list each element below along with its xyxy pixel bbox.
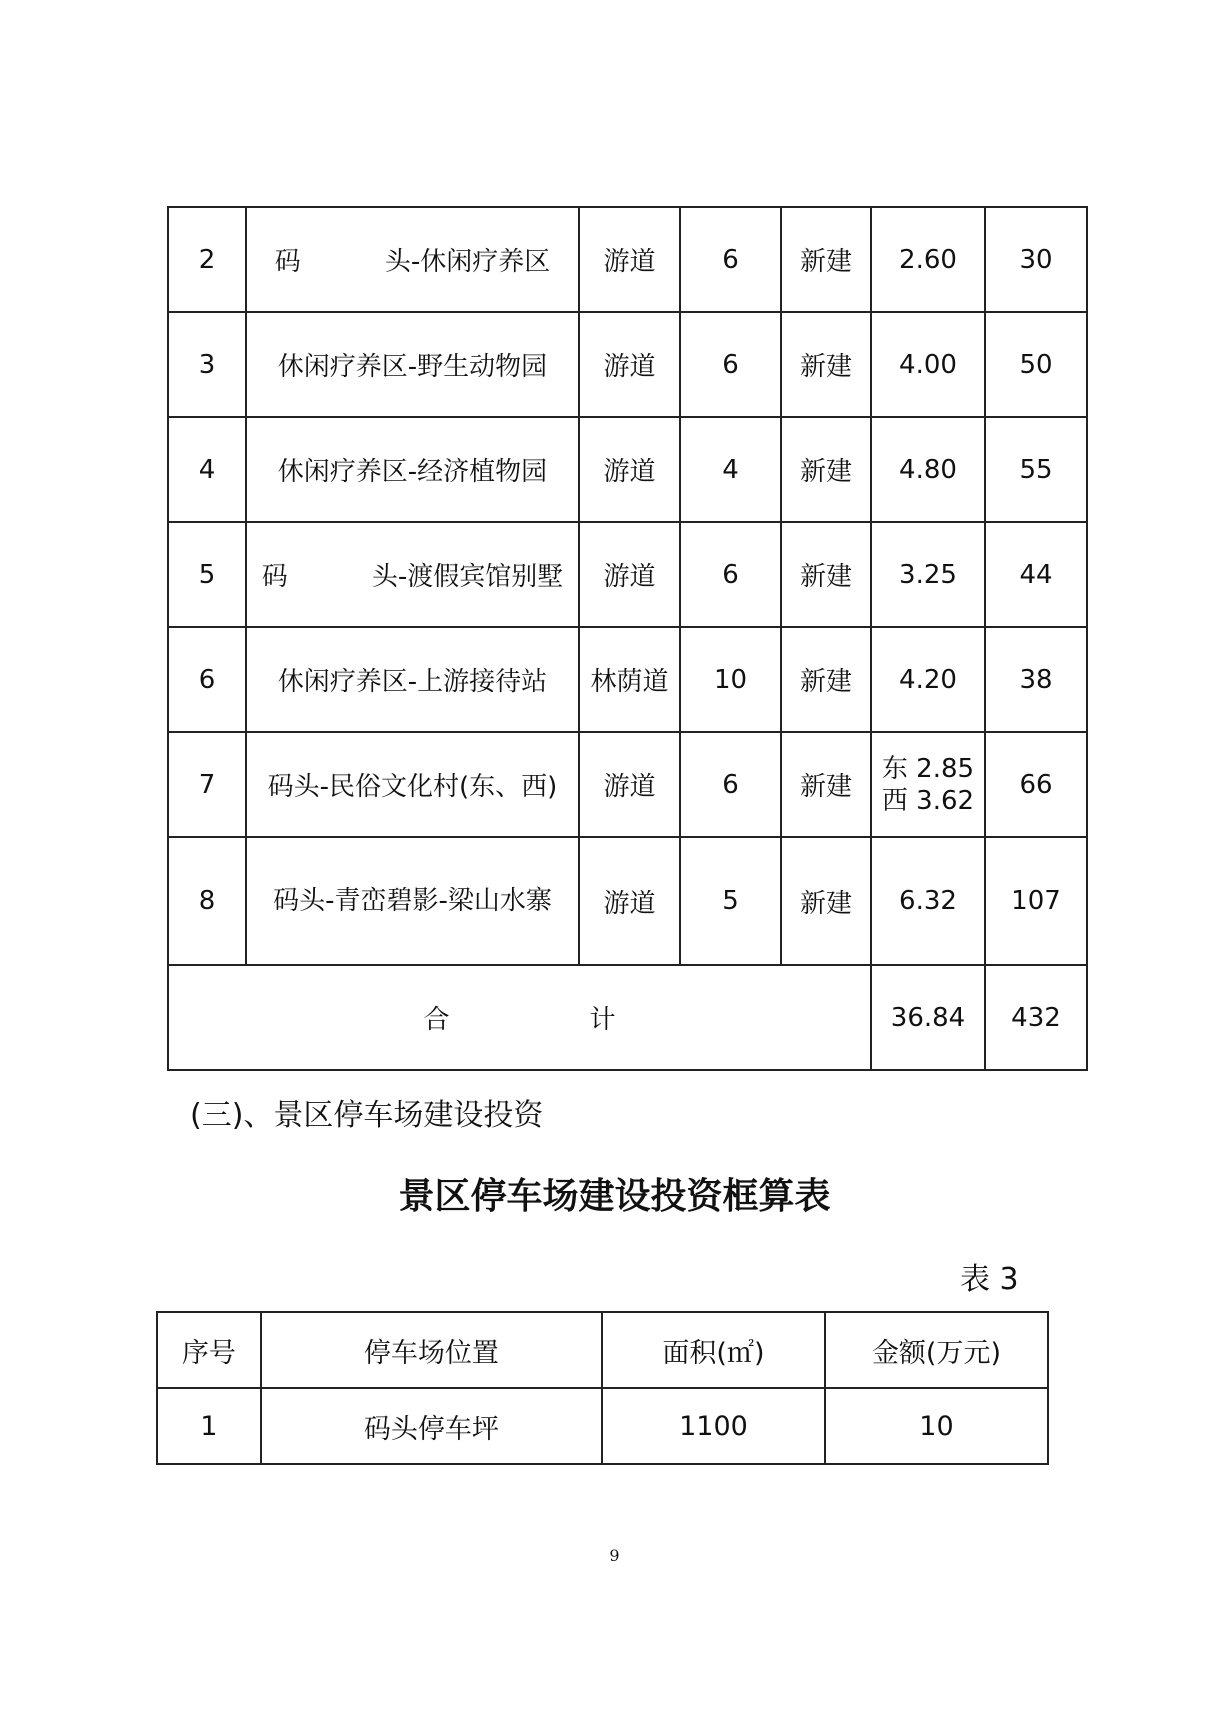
road-length bbox=[871, 732, 985, 837]
road-type: 林荫道 bbox=[579, 627, 680, 732]
total-label-part: 合 bbox=[423, 1005, 450, 1035]
amount: 44 bbox=[985, 522, 1087, 627]
row-number: 6 bbox=[168, 627, 246, 732]
total-label bbox=[168, 965, 871, 1070]
section-heading: (三)、景区停车场建设投资 bbox=[190, 1098, 544, 1133]
road-type: 游道 bbox=[579, 837, 680, 965]
route-name-part: 头-休闲疗养区 bbox=[384, 247, 551, 277]
route-name-part: 码 bbox=[261, 562, 288, 592]
row-number: 3 bbox=[168, 312, 246, 417]
table-row bbox=[168, 207, 1087, 312]
route-name: 码头-青峦碧影-梁山水寨 bbox=[246, 837, 579, 965]
table-row bbox=[168, 627, 1087, 732]
road-length: 4.00 bbox=[871, 312, 985, 417]
build-status: 新建 bbox=[781, 837, 871, 965]
road-length-east: 东 2.85 bbox=[881, 753, 975, 784]
total-amount: 432 bbox=[985, 965, 1087, 1070]
route-name-part: 码 bbox=[274, 247, 301, 277]
amount: 107 bbox=[985, 837, 1087, 965]
parking-area: 1100 bbox=[602, 1388, 825, 1464]
column-header: 金额(万元) bbox=[825, 1312, 1048, 1388]
parking-investment-table bbox=[156, 1311, 1049, 1465]
table-header-row bbox=[157, 1312, 1048, 1388]
row-number: 5 bbox=[168, 522, 246, 627]
page-number: 9 bbox=[609, 1546, 620, 1565]
road-length: 2.60 bbox=[871, 207, 985, 312]
build-status: 新建 bbox=[781, 312, 871, 417]
road-investment-table bbox=[167, 206, 1088, 1071]
road-type: 游道 bbox=[579, 417, 680, 522]
table-row bbox=[168, 837, 1087, 965]
route-name: 休闲疗养区-野生动物园 bbox=[246, 312, 579, 417]
road-length: 4.20 bbox=[871, 627, 985, 732]
road-width: 6 bbox=[680, 312, 781, 417]
road-width: 6 bbox=[680, 522, 781, 627]
table-row bbox=[168, 732, 1087, 837]
column-header: 面积(㎡) bbox=[602, 1312, 825, 1388]
amount: 55 bbox=[985, 417, 1087, 522]
amount: 38 bbox=[985, 627, 1087, 732]
row-number: 1 bbox=[157, 1388, 261, 1464]
route-name: 码头-民俗文化村(东、西) bbox=[246, 732, 579, 837]
road-length: 4.80 bbox=[871, 417, 985, 522]
road-type: 游道 bbox=[579, 312, 680, 417]
route-name: 休闲疗养区-上游接待站 bbox=[246, 627, 579, 732]
route-name bbox=[246, 522, 579, 627]
table-number: 表 3 bbox=[960, 1262, 1019, 1297]
road-type: 游道 bbox=[579, 207, 680, 312]
road-type: 游道 bbox=[579, 732, 680, 837]
amount: 66 bbox=[985, 732, 1087, 837]
road-type: 游道 bbox=[579, 522, 680, 627]
row-number: 2 bbox=[168, 207, 246, 312]
road-width: 4 bbox=[680, 417, 781, 522]
table-row bbox=[157, 1388, 1048, 1464]
build-status: 新建 bbox=[781, 732, 871, 837]
total-row bbox=[168, 965, 1087, 1070]
amount: 10 bbox=[825, 1388, 1048, 1464]
route-name bbox=[246, 207, 579, 312]
road-length: 6.32 bbox=[871, 837, 985, 965]
build-status: 新建 bbox=[781, 627, 871, 732]
table-title: 景区停车场建设投资框算表 bbox=[398, 1176, 831, 1217]
road-length: 3.25 bbox=[871, 522, 985, 627]
build-status: 新建 bbox=[781, 207, 871, 312]
table-row bbox=[168, 522, 1087, 627]
total-length: 36.84 bbox=[871, 965, 985, 1070]
build-status: 新建 bbox=[781, 522, 871, 627]
amount: 50 bbox=[985, 312, 1087, 417]
row-number: 7 bbox=[168, 732, 246, 837]
road-width: 6 bbox=[680, 207, 781, 312]
total-label-part: 计 bbox=[589, 1005, 616, 1035]
row-number: 8 bbox=[168, 837, 246, 965]
row-number: 4 bbox=[168, 417, 246, 522]
column-header: 停车场位置 bbox=[261, 1312, 602, 1388]
route-name-part: 头-渡假宾馆别墅 bbox=[371, 562, 564, 592]
route-name: 休闲疗养区-经济植物园 bbox=[246, 417, 579, 522]
build-status: 新建 bbox=[781, 417, 871, 522]
road-length-west: 西 3.62 bbox=[881, 785, 975, 816]
road-width: 5 bbox=[680, 837, 781, 965]
table-row bbox=[168, 417, 1087, 522]
column-header: 序号 bbox=[157, 1312, 261, 1388]
amount: 30 bbox=[985, 207, 1087, 312]
road-width: 10 bbox=[680, 627, 781, 732]
table-row bbox=[168, 312, 1087, 417]
road-width: 6 bbox=[680, 732, 781, 837]
parking-location: 码头停车坪 bbox=[261, 1388, 602, 1464]
